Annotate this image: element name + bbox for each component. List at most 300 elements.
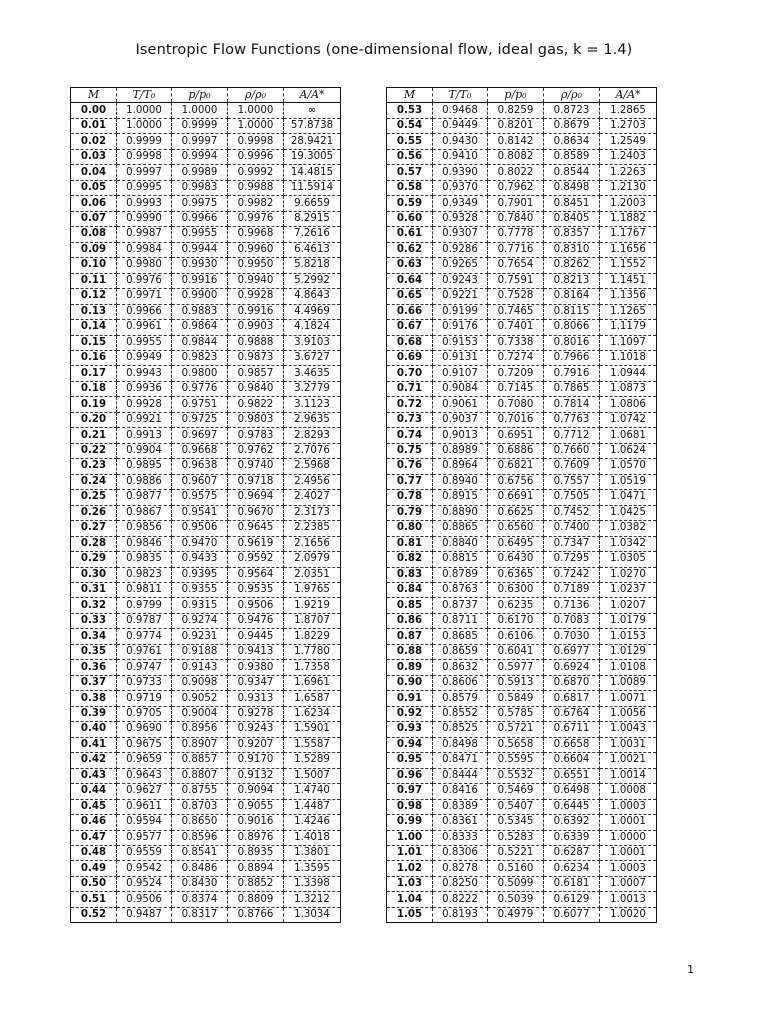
cell-pressure-ratio: 0.8430	[172, 876, 228, 891]
cell-pressure-ratio: 0.5221	[488, 845, 544, 860]
cell-pressure-ratio: 0.6756	[488, 474, 544, 489]
cell-pressure-ratio: 0.6041	[488, 644, 544, 659]
table-row	[71, 428, 341, 443]
cell-pressure-ratio: 0.6691	[488, 490, 544, 505]
cell-pressure-ratio: 0.9983	[172, 180, 228, 195]
cell-temperature-ratio: 0.9506	[117, 892, 172, 907]
table-row	[71, 118, 341, 133]
cell-mach: 0.75	[387, 443, 433, 458]
table-row	[71, 583, 341, 598]
table-row	[387, 706, 657, 721]
table-row	[387, 366, 657, 381]
cell-mach: 0.63	[387, 258, 433, 273]
table-row	[71, 845, 341, 860]
cell-temperature-ratio: 0.8498	[433, 737, 488, 752]
cell-area-ratio: 1.0071	[600, 691, 657, 706]
isentropic-table-right	[386, 87, 657, 923]
cell-area-ratio: 1.2403	[600, 149, 657, 164]
cell-temperature-ratio: 0.9961	[117, 320, 172, 335]
cell-area-ratio: 2.4027	[284, 490, 341, 505]
cell-mach: 0.58	[387, 180, 433, 195]
cell-area-ratio: 7.2616	[284, 227, 341, 242]
cell-pressure-ratio: 0.9751	[172, 397, 228, 412]
table-row	[71, 180, 341, 195]
table-row	[71, 784, 341, 799]
cell-area-ratio: 1.6234	[284, 706, 341, 721]
table-row	[387, 196, 657, 211]
cell-temperature-ratio: 0.8606	[433, 675, 488, 690]
cell-density-ratio: 0.6234	[544, 861, 600, 876]
cell-pressure-ratio: 0.5039	[488, 892, 544, 907]
cell-density-ratio: 1.0000	[228, 118, 284, 133]
cell-area-ratio: 1.0089	[600, 675, 657, 690]
table-row	[387, 304, 657, 319]
cell-pressure-ratio: 0.9607	[172, 474, 228, 489]
cell-area-ratio: 1.0237	[600, 583, 657, 598]
table-row	[71, 211, 341, 226]
isentropic-table-left	[70, 87, 341, 923]
cell-area-ratio: 1.1018	[600, 350, 657, 365]
cell-density-ratio: 0.9380	[228, 660, 284, 675]
cell-area-ratio: 3.4635	[284, 366, 341, 381]
cell-pressure-ratio: 0.7338	[488, 335, 544, 350]
cell-mach: 0.35	[71, 644, 117, 659]
cell-density-ratio: 0.7136	[544, 598, 600, 613]
cell-pressure-ratio: 0.7465	[488, 304, 544, 319]
cell-density-ratio: 0.9998	[228, 134, 284, 149]
cell-temperature-ratio: 0.8632	[433, 660, 488, 675]
header-area-ratio: A/A*	[284, 88, 341, 103]
cell-area-ratio: 1.1767	[600, 227, 657, 242]
cell-density-ratio: 0.7400	[544, 521, 600, 536]
cell-pressure-ratio: 0.5532	[488, 768, 544, 783]
cell-temperature-ratio: 0.8333	[433, 830, 488, 845]
cell-pressure-ratio: 0.7901	[488, 196, 544, 211]
cell-density-ratio: 0.8357	[544, 227, 600, 242]
cell-mach: 0.05	[71, 180, 117, 195]
cell-temperature-ratio: 0.9936	[117, 381, 172, 396]
cell-area-ratio: 5.2992	[284, 273, 341, 288]
table-row	[387, 768, 657, 783]
cell-mach: 0.99	[387, 815, 433, 830]
cell-temperature-ratio: 0.9542	[117, 861, 172, 876]
cell-pressure-ratio: 0.9541	[172, 505, 228, 520]
table-row	[387, 753, 657, 768]
cell-pressure-ratio: 0.9930	[172, 258, 228, 273]
cell-density-ratio: 0.9645	[228, 521, 284, 536]
table-row	[71, 258, 341, 273]
cell-pressure-ratio: 0.7274	[488, 350, 544, 365]
cell-density-ratio: 0.9016	[228, 815, 284, 830]
cell-density-ratio: 0.7505	[544, 490, 600, 505]
cell-mach: 0.48	[71, 845, 117, 860]
cell-area-ratio: 2.0979	[284, 552, 341, 567]
cell-area-ratio: 8.2915	[284, 211, 341, 226]
cell-temperature-ratio: 0.9199	[433, 304, 488, 319]
cell-pressure-ratio: 0.9098	[172, 675, 228, 690]
cell-area-ratio: 3.2779	[284, 381, 341, 396]
cell-pressure-ratio: 0.9668	[172, 443, 228, 458]
cell-pressure-ratio: 0.9916	[172, 273, 228, 288]
cell-pressure-ratio: 0.5469	[488, 784, 544, 799]
cell-mach: 0.43	[71, 768, 117, 783]
header-temperature-ratio: T/T₀	[433, 88, 488, 103]
cell-temperature-ratio: 0.9449	[433, 118, 488, 133]
cell-area-ratio: 1.2865	[600, 103, 657, 118]
cell-density-ratio: 0.7763	[544, 412, 600, 427]
cell-mach: 0.92	[387, 706, 433, 721]
cell-density-ratio: 0.6339	[544, 830, 600, 845]
cell-temperature-ratio: 0.8763	[433, 583, 488, 598]
table-row	[387, 335, 657, 350]
cell-area-ratio: 1.0031	[600, 737, 657, 752]
cell-area-ratio: 1.8707	[284, 613, 341, 628]
cell-area-ratio: 1.0519	[600, 474, 657, 489]
cell-density-ratio: 0.9822	[228, 397, 284, 412]
cell-temperature-ratio: 0.9705	[117, 706, 172, 721]
cell-mach: 0.07	[71, 211, 117, 226]
cell-mach: 0.41	[71, 737, 117, 752]
table-row	[71, 892, 341, 907]
table-row	[387, 536, 657, 551]
cell-area-ratio: 1.3595	[284, 861, 341, 876]
table-row	[71, 861, 341, 876]
cell-area-ratio: 2.5968	[284, 459, 341, 474]
cell-area-ratio: 3.6727	[284, 350, 341, 365]
cell-mach: 0.34	[71, 629, 117, 644]
cell-area-ratio: 1.0270	[600, 567, 657, 582]
cell-temperature-ratio: 0.9787	[117, 613, 172, 628]
cell-density-ratio: 0.9996	[228, 149, 284, 164]
table-row	[71, 165, 341, 180]
cell-mach: 0.54	[387, 118, 433, 133]
cell-mach: 0.50	[71, 876, 117, 891]
cell-mach: 0.82	[387, 552, 433, 567]
cell-pressure-ratio: 0.9638	[172, 459, 228, 474]
cell-temperature-ratio: 0.9594	[117, 815, 172, 830]
cell-area-ratio: 1.0003	[600, 799, 657, 814]
cell-area-ratio: 1.0043	[600, 722, 657, 737]
cell-density-ratio: 0.9278	[228, 706, 284, 721]
cell-pressure-ratio: 0.6170	[488, 613, 544, 628]
table-row	[71, 660, 341, 675]
cell-pressure-ratio: 0.7016	[488, 412, 544, 427]
cell-mach: 0.13	[71, 304, 117, 319]
cell-area-ratio: 2.1656	[284, 536, 341, 551]
cell-density-ratio: 0.9506	[228, 598, 284, 613]
cell-area-ratio: 1.0342	[600, 536, 657, 551]
cell-density-ratio: 0.9940	[228, 273, 284, 288]
table-row	[387, 521, 657, 536]
cell-area-ratio: 1.1356	[600, 289, 657, 304]
cell-density-ratio: 0.9916	[228, 304, 284, 319]
cell-density-ratio: 0.7660	[544, 443, 600, 458]
cell-temperature-ratio: 0.9747	[117, 660, 172, 675]
table-row	[387, 227, 657, 242]
cell-pressure-ratio: 0.5595	[488, 753, 544, 768]
cell-temperature-ratio: 0.9774	[117, 629, 172, 644]
cell-mach: 1.02	[387, 861, 433, 876]
cell-pressure-ratio: 0.6495	[488, 536, 544, 551]
cell-temperature-ratio: 0.9895	[117, 459, 172, 474]
cell-area-ratio: 1.0129	[600, 644, 657, 659]
cell-area-ratio: 2.4956	[284, 474, 341, 489]
cell-temperature-ratio: 0.9846	[117, 536, 172, 551]
cell-mach: 0.67	[387, 320, 433, 335]
cell-pressure-ratio: 0.9355	[172, 583, 228, 598]
cell-area-ratio: 2.2385	[284, 521, 341, 536]
cell-pressure-ratio: 0.7528	[488, 289, 544, 304]
cell-mach: 0.09	[71, 242, 117, 257]
cell-pressure-ratio: 0.9725	[172, 412, 228, 427]
cell-mach: 0.16	[71, 350, 117, 365]
cell-pressure-ratio: 0.7962	[488, 180, 544, 195]
cell-density-ratio: 0.9783	[228, 428, 284, 443]
cell-density-ratio: 1.0000	[228, 103, 284, 118]
cell-density-ratio: 0.8852	[228, 876, 284, 891]
cell-density-ratio: 0.6077	[544, 907, 600, 922]
cell-area-ratio: 1.2549	[600, 134, 657, 149]
cell-mach: 0.33	[71, 613, 117, 628]
cell-mach: 0.30	[71, 567, 117, 582]
cell-mach: 1.00	[387, 830, 433, 845]
cell-pressure-ratio: 0.9231	[172, 629, 228, 644]
cell-pressure-ratio: 0.9999	[172, 118, 228, 133]
cell-temperature-ratio: 0.9611	[117, 799, 172, 814]
cell-temperature-ratio: 0.8579	[433, 691, 488, 706]
cell-pressure-ratio: 0.7840	[488, 211, 544, 226]
cell-temperature-ratio: 0.9559	[117, 845, 172, 860]
cell-area-ratio: 1.0873	[600, 381, 657, 396]
cell-density-ratio: 0.9207	[228, 737, 284, 752]
cell-temperature-ratio: 0.9966	[117, 304, 172, 319]
cell-mach: 0.45	[71, 799, 117, 814]
cell-temperature-ratio: 0.9980	[117, 258, 172, 273]
cell-area-ratio: 3.1123	[284, 397, 341, 412]
table-row	[71, 907, 341, 922]
cell-temperature-ratio: 0.9984	[117, 242, 172, 257]
cell-area-ratio: 1.6587	[284, 691, 341, 706]
cell-area-ratio: 1.0001	[600, 845, 657, 860]
cell-area-ratio: 1.1097	[600, 335, 657, 350]
table-row	[387, 737, 657, 752]
cell-temperature-ratio: 0.8940	[433, 474, 488, 489]
cell-temperature-ratio: 0.9627	[117, 784, 172, 799]
cell-temperature-ratio: 0.9913	[117, 428, 172, 443]
cell-area-ratio: 1.0806	[600, 397, 657, 412]
cell-density-ratio: 0.9619	[228, 536, 284, 551]
cell-pressure-ratio: 0.6625	[488, 505, 544, 520]
cell-area-ratio: 1.1882	[600, 211, 657, 226]
table-row	[71, 521, 341, 536]
cell-pressure-ratio: 0.7591	[488, 273, 544, 288]
cell-area-ratio: 1.0305	[600, 552, 657, 567]
cell-density-ratio: 0.9950	[228, 258, 284, 273]
cell-mach: 0.06	[71, 196, 117, 211]
cell-mach: 0.87	[387, 629, 433, 644]
cell-mach: 0.47	[71, 830, 117, 845]
cell-mach: 0.10	[71, 258, 117, 273]
cell-temperature-ratio: 0.9921	[117, 412, 172, 427]
cell-temperature-ratio: 0.8840	[433, 536, 488, 551]
cell-density-ratio: 0.9762	[228, 443, 284, 458]
cell-density-ratio: 0.9976	[228, 211, 284, 226]
table-row	[71, 737, 341, 752]
cell-area-ratio: 1.9765	[284, 583, 341, 598]
cell-mach: 0.91	[387, 691, 433, 706]
cell-area-ratio: 1.0021	[600, 753, 657, 768]
cell-pressure-ratio: 0.9575	[172, 490, 228, 505]
cell-area-ratio: 1.0207	[600, 598, 657, 613]
cell-mach: 0.53	[387, 103, 433, 118]
cell-mach: 0.96	[387, 768, 433, 783]
table-row	[387, 660, 657, 675]
header-area-ratio: A/A*	[600, 88, 657, 103]
cell-pressure-ratio: 0.9900	[172, 289, 228, 304]
header-pressure-ratio: p/p₀	[488, 88, 544, 103]
cell-temperature-ratio: 0.9823	[117, 567, 172, 582]
cell-area-ratio: 1.3801	[284, 845, 341, 860]
cell-temperature-ratio: 0.8389	[433, 799, 488, 814]
cell-density-ratio: 0.9740	[228, 459, 284, 474]
cell-density-ratio: 0.7814	[544, 397, 600, 412]
table-row	[71, 644, 341, 659]
cell-temperature-ratio: 0.9811	[117, 583, 172, 598]
cell-density-ratio: 0.9968	[228, 227, 284, 242]
table-row	[71, 799, 341, 814]
cell-temperature-ratio: 0.9307	[433, 227, 488, 242]
cell-pressure-ratio: 0.6951	[488, 428, 544, 443]
cell-pressure-ratio: 0.6886	[488, 443, 544, 458]
table-row	[387, 784, 657, 799]
table-row	[387, 350, 657, 365]
cell-mach: 0.42	[71, 753, 117, 768]
cell-mach: 0.77	[387, 474, 433, 489]
cell-temperature-ratio: 0.8416	[433, 784, 488, 799]
cell-temperature-ratio: 0.9328	[433, 211, 488, 226]
cell-density-ratio: 0.9535	[228, 583, 284, 598]
cell-mach: 0.62	[387, 242, 433, 257]
cell-pressure-ratio: 0.5345	[488, 815, 544, 830]
cell-density-ratio: 0.8723	[544, 103, 600, 118]
cell-mach: 0.24	[71, 474, 117, 489]
cell-density-ratio: 0.8310	[544, 242, 600, 257]
cell-mach: 0.83	[387, 567, 433, 582]
table-row	[387, 258, 657, 273]
table-row	[387, 397, 657, 412]
cell-mach: 0.79	[387, 505, 433, 520]
cell-pressure-ratio: 0.9800	[172, 366, 228, 381]
cell-pressure-ratio: 0.8142	[488, 134, 544, 149]
cell-pressure-ratio: 0.7654	[488, 258, 544, 273]
cell-pressure-ratio: 0.7778	[488, 227, 544, 242]
cell-pressure-ratio: 0.9274	[172, 613, 228, 628]
cell-density-ratio: 0.9476	[228, 613, 284, 628]
table-row	[387, 845, 657, 860]
cell-pressure-ratio: 0.9697	[172, 428, 228, 443]
header-temperature-ratio: T/T₀	[117, 88, 172, 103]
cell-density-ratio: 0.9988	[228, 180, 284, 195]
table-row	[71, 381, 341, 396]
cell-density-ratio: 0.7966	[544, 350, 600, 365]
cell-density-ratio: 0.6129	[544, 892, 600, 907]
table-row	[387, 211, 657, 226]
table-row	[71, 815, 341, 830]
cell-pressure-ratio: 0.6365	[488, 567, 544, 582]
table-header-row	[387, 88, 657, 103]
cell-mach: 0.00	[71, 103, 117, 118]
cell-density-ratio: 0.9718	[228, 474, 284, 489]
cell-density-ratio: 0.6392	[544, 815, 600, 830]
cell-pressure-ratio: 0.6300	[488, 583, 544, 598]
cell-mach: 0.97	[387, 784, 433, 799]
cell-density-ratio: 0.9592	[228, 552, 284, 567]
cell-temperature-ratio: 0.8306	[433, 845, 488, 860]
cell-mach: 0.37	[71, 675, 117, 690]
cell-mach: 0.22	[71, 443, 117, 458]
cell-temperature-ratio: 0.9221	[433, 289, 488, 304]
cell-area-ratio: 2.8293	[284, 428, 341, 443]
cell-mach: 0.18	[71, 381, 117, 396]
cell-temperature-ratio: 0.9430	[433, 134, 488, 149]
cell-temperature-ratio: 0.9410	[433, 149, 488, 164]
cell-density-ratio: 0.9928	[228, 289, 284, 304]
cell-mach: 0.15	[71, 335, 117, 350]
cell-temperature-ratio: 0.9943	[117, 366, 172, 381]
cell-pressure-ratio: 0.9989	[172, 165, 228, 180]
cell-temperature-ratio: 0.8471	[433, 753, 488, 768]
cell-temperature-ratio: 0.9990	[117, 211, 172, 226]
cell-mach: 0.12	[71, 289, 117, 304]
cell-density-ratio: 0.6658	[544, 737, 600, 752]
cell-density-ratio: 0.9243	[228, 722, 284, 737]
table-row	[71, 289, 341, 304]
cell-temperature-ratio: 0.9949	[117, 350, 172, 365]
cell-area-ratio: 1.5007	[284, 768, 341, 783]
cell-area-ratio: 2.9635	[284, 412, 341, 427]
cell-pressure-ratio: 0.5785	[488, 706, 544, 721]
cell-mach: 0.02	[71, 134, 117, 149]
cell-area-ratio: 1.1265	[600, 304, 657, 319]
cell-area-ratio: 1.5587	[284, 737, 341, 752]
cell-density-ratio: 0.7242	[544, 567, 600, 582]
header-mach: M	[71, 88, 117, 103]
cell-mach: 0.25	[71, 490, 117, 505]
table-row	[387, 799, 657, 814]
cell-pressure-ratio: 0.9844	[172, 335, 228, 350]
cell-pressure-ratio: 0.8907	[172, 737, 228, 752]
cell-density-ratio: 0.7865	[544, 381, 600, 396]
cell-mach: 0.98	[387, 799, 433, 814]
table-row	[387, 165, 657, 180]
table-row	[71, 505, 341, 520]
cell-temperature-ratio: 0.9390	[433, 165, 488, 180]
table-row	[387, 675, 657, 690]
cell-pressure-ratio: 0.9188	[172, 644, 228, 659]
cell-area-ratio: 1.9219	[284, 598, 341, 613]
page-title: Isentropic Flow Functions (one-dimensional flow, ideal gas, k = 1.4)	[135, 42, 633, 58]
cell-temperature-ratio: 0.8915	[433, 490, 488, 505]
cell-temperature-ratio: 0.9987	[117, 227, 172, 242]
cell-pressure-ratio: 0.9997	[172, 134, 228, 149]
cell-density-ratio: 0.8016	[544, 335, 600, 350]
cell-area-ratio: 1.3212	[284, 892, 341, 907]
cell-pressure-ratio: 0.8486	[172, 861, 228, 876]
table-row	[387, 134, 657, 149]
table-row	[71, 613, 341, 628]
cell-pressure-ratio: 0.8596	[172, 830, 228, 845]
cell-mach: 0.90	[387, 675, 433, 690]
